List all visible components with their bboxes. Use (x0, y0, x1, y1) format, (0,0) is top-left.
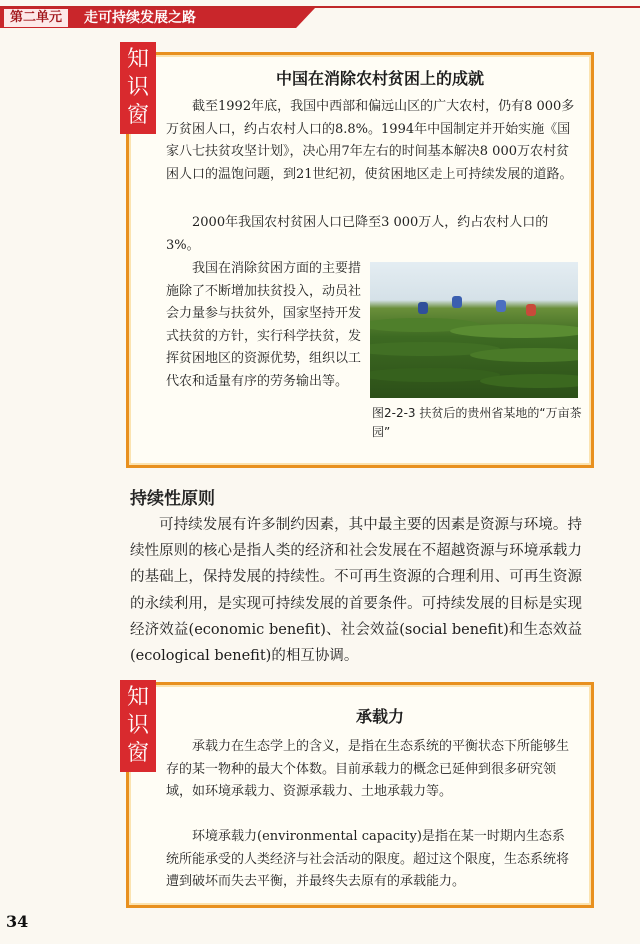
figure-caption: 图2-2-3 扶贫后的贵州省某地的“万亩茶园” (372, 406, 582, 439)
capacity-paragraph-1: 承载力在生态学上的含义，是指在生态系统的平衡状态下所能够生存的某一物种的最大个体数。目前承载力的概念已延伸到很多研究领域，如环境承载力、资源承载力、土地承载力等。 (166, 739, 570, 799)
box-title-poverty: 中国在消除农村贫困上的成就 (275, 69, 484, 88)
section-paragraph: 可持续发展有许多制约因素，其中最主要的因素是资源与环境。持续性原则的核心是指人类的经济和社会发展在不超越资源与环境承载力的基础上，保持发展的持续性。不可再生资源的合理利用、可再生资源的永续利用，是实现可持续发展的首要条件。可持续发展的目标是实现经济效益(economic benefit)、社会效益(social benefit)和生态效益(ecological benefit)的相互协调。 (130, 517, 582, 665)
section-heading: 持续性原则 (130, 489, 215, 509)
tea-garden-photo (370, 262, 578, 398)
chapter-title: 走可持续发展之路 (84, 10, 196, 26)
knowledge-window-tag: 知识窗 (120, 42, 156, 134)
box-title-capacity: 承载力 (355, 707, 404, 726)
page-number: 34 (6, 912, 29, 931)
poverty-paragraph-3: 我国在消除贫困方面的主要措施除了不断增加扶贫投入，动员社会力量参与扶贫外，国家坚持开发式扶贫的方针，实行科学扶贫，发挥贫困地区的资源优势，组织以工代农和适量有序的劳务输出等。 (166, 261, 362, 389)
poverty-paragraph-2: 2000年我国农村贫困人口已降至3 000万人，约占农村人口的3%。 (166, 215, 549, 253)
unit-label: 第二单元 (4, 9, 68, 27)
poverty-paragraph-1: 截至1992年底，我国中西部和偏远山区的广大农村，仍有8 000多万贫困人口，约占农村人口的8.8%。1994年中国制定并开始实施《国家八七扶贫攻坚计划》，决心用7年左右的时间基本解决8 000万农村贫困人口的温饱问题，到21世纪初，使贫困地区走上可持续发展的道路。 (166, 99, 575, 182)
capacity-paragraph-2: 环境承载力(environmental capacity)是指在某一时期内生态系统所能承受的人类经济与社会活动的限度。超过这个限度，生态系统将遭到破坏而失去平衡，并最终失去原有的承载能力。 (166, 829, 570, 889)
knowledge-window-tag-2: 知识窗 (120, 680, 156, 772)
